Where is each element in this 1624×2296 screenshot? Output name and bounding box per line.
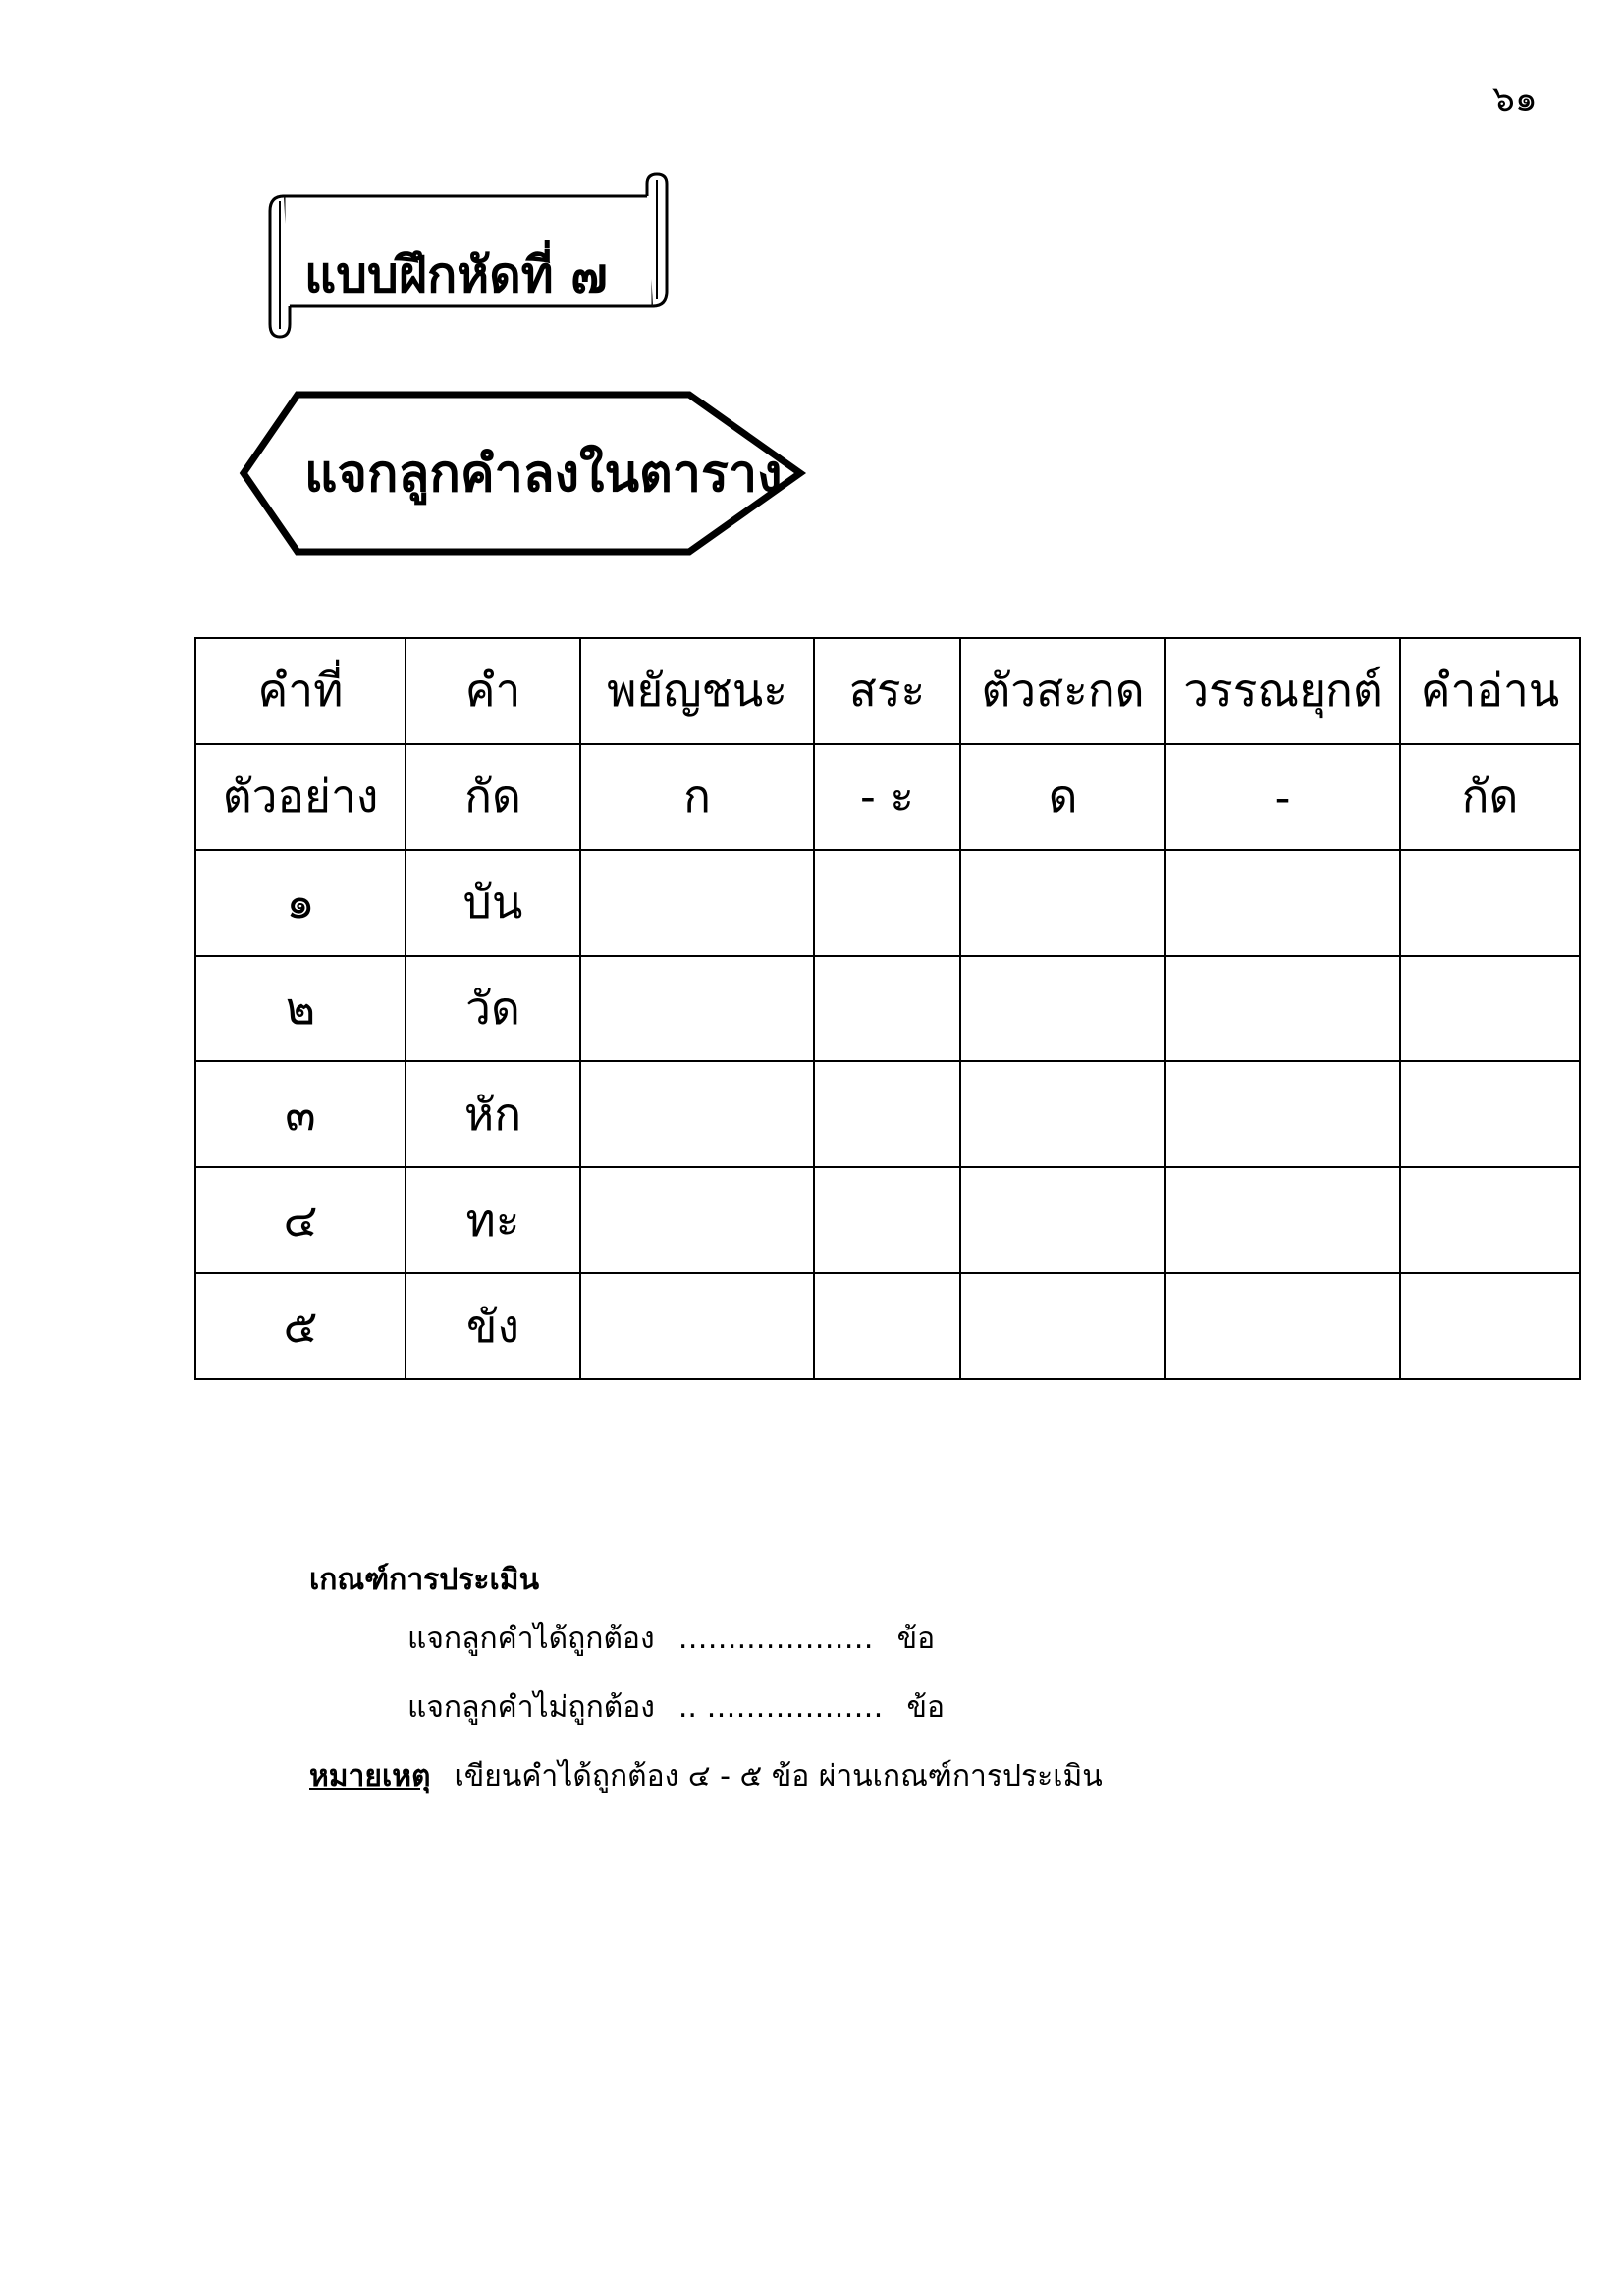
cell-vowel[interactable] [814, 1061, 960, 1167]
cell-number: ตัวอย่าง [195, 744, 406, 850]
cell-tone-mark[interactable] [1165, 1167, 1400, 1273]
cell-pronunciation[interactable] [1400, 1273, 1580, 1379]
note-line [309, 1742, 1389, 1811]
table-row [195, 1167, 1580, 1273]
exercise-title-banner [260, 172, 673, 339]
assessment-criteria [309, 1556, 1389, 1811]
cell-final-consonant[interactable] [960, 1061, 1165, 1167]
table-header-row [195, 638, 1580, 744]
instruction-banner [236, 391, 810, 558]
note-label: หมายเหตุ [309, 1759, 431, 1793]
cell-final-consonant[interactable] [960, 1273, 1165, 1379]
cell-consonant[interactable] [580, 1167, 814, 1273]
cell-tone-mark[interactable] [1165, 956, 1400, 1062]
header-tone-mark: วรรณยุกต์ [1165, 638, 1400, 744]
cell-final-consonant[interactable] [960, 850, 1165, 956]
cell-word: บัน [406, 850, 580, 956]
cell-tone-mark: - [1165, 744, 1400, 850]
criteria-correct-line [309, 1605, 1389, 1674]
cell-number: ๑ [195, 850, 406, 956]
header-word: คำ [406, 638, 580, 744]
header-final-consonant: ตัวสะกด [960, 638, 1165, 744]
cell-final-consonant[interactable] [960, 1167, 1165, 1273]
cell-consonant[interactable] [580, 956, 814, 1062]
criteria-incorrect-line [309, 1674, 1389, 1742]
cell-tone-mark[interactable] [1165, 850, 1400, 956]
table-row [195, 1061, 1580, 1167]
note-text: เขียนคำได้ถูกต้อง ๔ - ๕ ข้อ ผ่านเกณฑ์การประเมิน [454, 1759, 1103, 1793]
header-consonant: พยัญชนะ [580, 638, 814, 744]
cell-consonant[interactable] [580, 1273, 814, 1379]
cell-final-consonant: ด [960, 744, 1165, 850]
criteria-correct-blank[interactable]: ……..………… [677, 1622, 874, 1656]
cell-pronunciation[interactable] [1400, 956, 1580, 1062]
cell-vowel[interactable] [814, 850, 960, 956]
cell-consonant: ก [580, 744, 814, 850]
cell-word: วัด [406, 956, 580, 1062]
table-row [195, 1273, 1580, 1379]
cell-word: ทะ [406, 1167, 580, 1273]
cell-consonant[interactable] [580, 850, 814, 956]
cell-number: ๓ [195, 1061, 406, 1167]
cell-number: ๕ [195, 1273, 406, 1379]
cell-pronunciation[interactable] [1400, 850, 1580, 956]
exercise-title: แบบฝึกหัดที่ ๗ [304, 246, 608, 303]
cell-word: กัด [406, 744, 580, 850]
table-row [195, 744, 1580, 850]
page-number: ๖๑ [1492, 80, 1538, 120]
cell-vowel[interactable] [814, 1273, 960, 1379]
cell-vowel[interactable] [814, 1167, 960, 1273]
header-vowel: สระ [814, 638, 960, 744]
cell-pronunciation[interactable] [1400, 1167, 1580, 1273]
cell-tone-mark[interactable] [1165, 1061, 1400, 1167]
cell-consonant[interactable] [580, 1061, 814, 1167]
syllable-table [194, 637, 1581, 1380]
cell-pronunciation: กัด [1400, 744, 1580, 850]
table-row [195, 850, 1580, 956]
cell-pronunciation[interactable] [1400, 1061, 1580, 1167]
header-word-number: คำที่ [195, 638, 406, 744]
cell-vowel: - ะ [814, 744, 960, 850]
cell-number: ๒ [195, 956, 406, 1062]
cell-number: ๔ [195, 1167, 406, 1273]
cell-tone-mark[interactable] [1165, 1273, 1400, 1379]
criteria-incorrect-blank[interactable]: .. ……………… [677, 1690, 884, 1725]
table-row [195, 956, 1580, 1062]
cell-vowel[interactable] [814, 956, 960, 1062]
cell-word: ขัง [406, 1273, 580, 1379]
criteria-incorrect-label: แจกลูกคำไม่ถูกต้อง [407, 1690, 655, 1725]
criteria-incorrect-unit: ข้อ [906, 1690, 946, 1725]
criteria-correct-unit: ข้อ [896, 1622, 936, 1656]
instruction-text: แจกลูกคำลงในตาราง [304, 445, 783, 504]
header-pronunciation: คำอ่าน [1400, 638, 1580, 744]
cell-final-consonant[interactable] [960, 956, 1165, 1062]
criteria-correct-label: แจกลูกคำได้ถูกต้อง [407, 1622, 655, 1656]
cell-word: หัก [406, 1061, 580, 1167]
criteria-title: เกณฑ์การประเมิน [309, 1563, 540, 1597]
